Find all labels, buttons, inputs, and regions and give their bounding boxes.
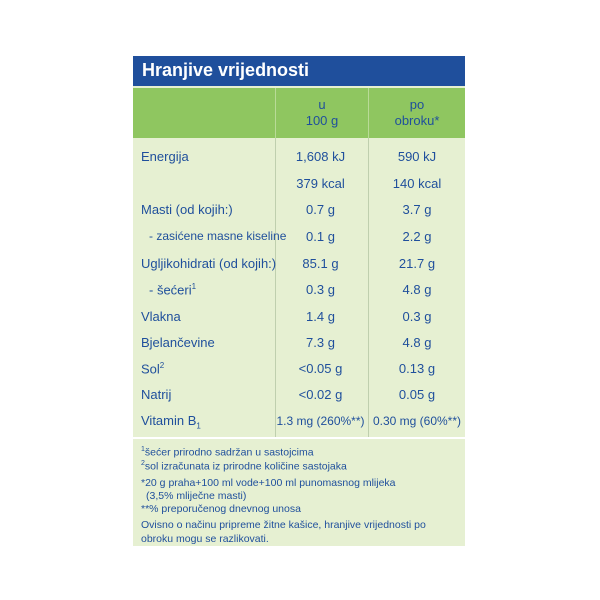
header-per-100g	[276, 97, 368, 129]
value-per-meal: 0.13 g	[398, 361, 436, 376]
value-per-meal: 0.05 g	[398, 387, 436, 402]
row-label-sodium: Natrij	[141, 387, 172, 402]
row-label-sugars	[149, 282, 196, 297]
footnote-3-line1: *20 g praha+100 ml vode+100 ml punomasnog mlijeka	[141, 477, 396, 489]
footnotes-separator	[133, 437, 465, 439]
value-per-100g: <0.02 g	[298, 387, 343, 402]
value-per-meal: 590 kJ	[397, 149, 437, 164]
footnote-3-line2: (3,5% mliječne masti)	[146, 490, 247, 502]
row-label-vitamin-b1	[141, 413, 201, 431]
value-per-meal: 0.3 g	[402, 309, 432, 324]
row-label-carbohydrates: Ugljikohidrati (od kojih:)	[141, 256, 277, 271]
row-label-saturated-fat: - zasićene masne kiseline	[149, 229, 287, 243]
row-label-fat: Masti (od kojih:)	[141, 202, 233, 217]
footnote-1-text: šećer prirodno sadržan u sastojcima	[144, 446, 314, 459]
subscript-mark: 1	[196, 421, 201, 431]
value-per-meal: 4.8 g	[402, 335, 432, 350]
value-per-100g: 0.3 g	[306, 282, 335, 297]
row-label-salt-text: Sol	[141, 361, 160, 377]
value-per-meal: 3.7 g	[402, 202, 432, 217]
header-per-100g-line1: u	[318, 97, 326, 112]
footnote-2	[141, 460, 347, 473]
value-per-meal: 21.7 g	[398, 256, 436, 271]
header-per-meal	[369, 97, 465, 129]
footnote-mark: 1	[141, 446, 145, 453]
header-per-100g-line2: 100 g	[305, 113, 339, 128]
footnote-mark: 2	[141, 460, 145, 467]
row-label-fibre: Vlakna	[141, 309, 181, 324]
value-per-100g: 379 kcal	[296, 176, 345, 191]
title-bar	[133, 56, 465, 86]
footnote-mark: 2	[159, 361, 165, 370]
value-per-100g: 1,608 kJ	[295, 149, 346, 164]
value-per-100g: 7.3 g	[306, 335, 335, 350]
row-label-salt	[141, 361, 164, 376]
row-label-sugars-text: - šećeri	[149, 282, 192, 298]
value-per-100g: <0.05 g	[298, 361, 343, 376]
header-per-meal-line1: po	[409, 97, 425, 112]
value-per-meal: 0.30 mg (60%**)	[372, 414, 462, 428]
row-label-vitamin-b1-text: Vitamin B	[141, 413, 197, 428]
footnote-5: Ovisno o načinu pripreme žitne kašice, hranjive vrijednosti po obroku mogu se razlikovati.	[141, 519, 426, 545]
value-per-meal: 140 kcal	[392, 176, 442, 191]
table-title: Hranjive vrijednosti	[142, 60, 310, 80]
footnote-1	[141, 446, 314, 459]
row-label-protein: Bjelančevine	[141, 335, 215, 350]
value-per-100g: 0.7 g	[306, 202, 335, 217]
value-per-100g: 1.3 mg (260%**)	[276, 414, 365, 428]
header-per-meal-line2: obroku*	[394, 113, 440, 128]
footnote-2-text: sol izračunata iz prirodne količine sastojaka	[144, 460, 347, 473]
value-per-100g: 0.1 g	[306, 229, 335, 244]
value-per-100g: 85.1 g	[302, 256, 339, 271]
footnote-4: **% preporučenog dnevnog unosa	[141, 503, 301, 515]
value-per-meal: 4.8 g	[402, 282, 432, 297]
row-label-energy: Energija	[141, 149, 189, 164]
value-per-100g: 1.4 g	[306, 309, 335, 324]
footnote-mark: 1	[191, 282, 197, 291]
value-per-meal: 2.2 g	[402, 229, 432, 244]
